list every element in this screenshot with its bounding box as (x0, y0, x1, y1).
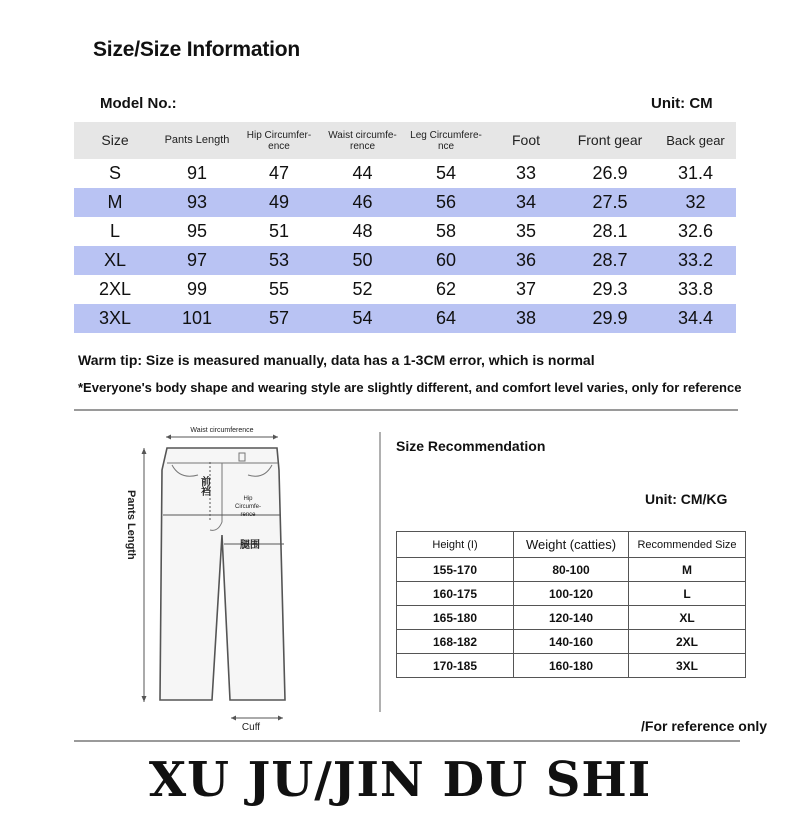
header-foot: Foot (511, 132, 540, 148)
cell: 54 (352, 308, 373, 328)
cell: 160-175 (397, 582, 514, 606)
cell: 33.2 (677, 250, 714, 270)
cell: 32.6 (677, 221, 714, 241)
cell: 28.7 (592, 250, 628, 270)
cell: 38 (515, 308, 537, 328)
cell: 2XL (98, 279, 132, 299)
cell: 62 (435, 279, 457, 299)
unit-label: Unit: CM (651, 95, 713, 112)
cell: 34.4 (677, 308, 714, 328)
cell: 34 (515, 192, 537, 212)
cell: 54 (435, 163, 457, 183)
hip-label-line3: rence (240, 512, 256, 518)
header-recommended-size: Recommended Size (629, 532, 746, 558)
cell: 47 (268, 163, 290, 183)
cell: 37 (515, 279, 537, 299)
table-row (397, 606, 746, 630)
cell: 3XL (98, 308, 132, 328)
table-row (74, 159, 736, 188)
for-reference-only: /For reference only (641, 718, 768, 734)
table-row (397, 630, 746, 654)
size-table-header (74, 122, 736, 159)
cell: 100-120 (514, 582, 629, 606)
reference-note-text: *Everyone's body shape and wearing style are slightly different, and comfort level varies, only for reference (78, 380, 742, 395)
cuff-label: Cuff (241, 722, 261, 733)
cell: 60 (435, 250, 457, 270)
pants-length-label: Pants Length (125, 490, 137, 560)
cell: 36 (515, 250, 537, 270)
cell: 33.8 (677, 279, 714, 299)
cell: 160-180 (514, 654, 629, 678)
cell: 97 (186, 250, 208, 270)
header-waist: Waist circumfe-rence (328, 129, 397, 152)
pants-diagram (100, 420, 300, 738)
cell: 32 (685, 192, 706, 212)
table-row (74, 246, 736, 275)
table-row (74, 275, 736, 304)
table-row (74, 188, 736, 217)
hip-label-line2: Circumfe- (234, 504, 262, 510)
cell: 101 (181, 308, 213, 328)
cell: 64 (435, 308, 457, 328)
cell: 165-180 (397, 606, 514, 630)
cell: 155-170 (397, 558, 514, 582)
cell: 140-160 (514, 630, 629, 654)
cell: 93 (186, 192, 208, 212)
cell: S (108, 163, 121, 183)
header-front-gear: Front gear (577, 132, 643, 148)
header-hip: Hip Circumfer-ence (246, 129, 312, 152)
cell: 168-182 (397, 630, 514, 654)
cell: 170-185 (397, 654, 514, 678)
cell: XL (629, 606, 746, 630)
header-back-gear: Back gear (666, 133, 725, 148)
header-height: Height (I) (397, 532, 514, 558)
cell: 57 (268, 308, 290, 328)
cell: XL (103, 250, 127, 270)
cell: 35 (515, 221, 537, 241)
table-row (397, 582, 746, 606)
header-size: Size (101, 132, 129, 148)
table-row (397, 558, 746, 582)
cell: 3XL (629, 654, 746, 678)
waist-label: Waist circumference (190, 427, 254, 434)
cell: 91 (186, 163, 208, 183)
cell: 46 (352, 192, 373, 212)
cell: 29.9 (592, 308, 628, 328)
header-pants-length: Pants Length (164, 134, 230, 146)
size-table (74, 122, 736, 333)
model-number-label: Model No.: (100, 95, 177, 112)
brand-name: XU JU/JIN DU SHI (148, 752, 652, 808)
recommendation-table (396, 531, 746, 678)
cell: 99 (186, 279, 208, 299)
header-leg: Leg Circumfere-nce (410, 129, 482, 152)
thigh-label: 腿围 (240, 540, 260, 551)
cell: 52 (352, 279, 373, 299)
header-weight: Weight (catties) (514, 532, 629, 558)
hip-label-line1: Hip (243, 496, 253, 502)
page-title: Size/Size Information (93, 38, 300, 61)
front-rise-label: 前裆 (198, 476, 210, 496)
cell: 26.9 (592, 163, 628, 183)
cell: 31.4 (677, 163, 714, 183)
cell: 44 (352, 163, 373, 183)
cell: L (109, 221, 120, 241)
cell: 48 (352, 221, 373, 241)
cell: M (107, 192, 123, 212)
divider (74, 409, 738, 411)
table-row (397, 654, 746, 678)
cell: 33 (515, 163, 537, 183)
cell: 120-140 (514, 606, 629, 630)
cell: 56 (435, 192, 457, 212)
cell: 2XL (629, 630, 746, 654)
cell: 27.5 (592, 192, 628, 212)
cell: 51 (268, 221, 290, 241)
recommendation-title: Size Recommendation (396, 438, 546, 454)
cell: 49 (268, 192, 290, 212)
table-row (74, 217, 736, 246)
cell: M (629, 558, 746, 582)
cell: 95 (186, 221, 208, 241)
bottom-divider (74, 740, 740, 742)
cell: 50 (352, 250, 373, 270)
cell: 28.1 (592, 221, 628, 241)
cell: 80-100 (514, 558, 629, 582)
table-row (74, 304, 736, 333)
vertical-divider (379, 432, 381, 712)
recommendation-header (397, 532, 746, 558)
cell: 55 (268, 279, 290, 299)
cell: L (629, 582, 746, 606)
warm-tip: Warm tip: Size is measured manually, data has a 1-3CM error, which is normal (78, 352, 595, 368)
cell: 53 (268, 250, 290, 270)
recommendation-unit: Unit: CM/KG (645, 491, 728, 507)
cell: 58 (435, 221, 457, 241)
cell: 29.3 (592, 279, 628, 299)
